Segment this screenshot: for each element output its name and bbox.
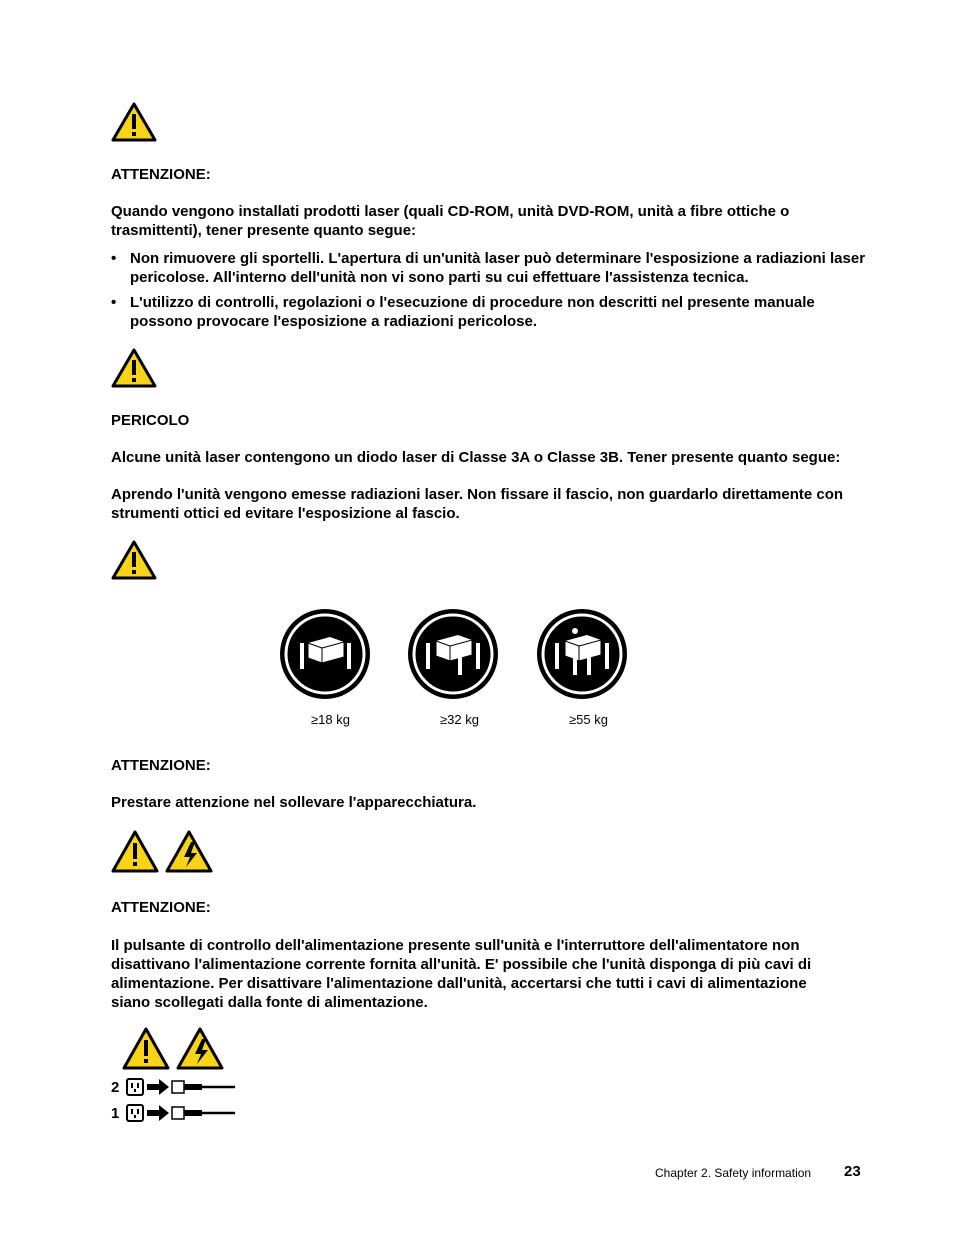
power-heading: ATTENZIONE:: [111, 899, 211, 916]
electrical-hazard-icon: [167, 832, 211, 871]
laser-bullet: [111, 249, 871, 287]
cord-number: 1: [111, 1105, 120, 1122]
warning-triangle-icon: [113, 832, 157, 871]
power-text: Il pulsante di controllo dell'alimentazione presente sull'unità e l'interruttore dell'alimentatore non disattivano l'alimentazione corrente fornita all'unità. E' possibile che l'unità disponga di più cavi di alimentazione. Per disattivare l'alimentazione dall'unità, accertarsi che tutti i cavi di alimentazione siano scollegati dalla fonte di alimentazione.: [111, 937, 812, 1011]
page-number: 23: [844, 1163, 861, 1180]
lifting-heading: ATTENZIONE:: [111, 757, 211, 774]
laser-caution-heading: ATTENZIONE:: [111, 166, 211, 183]
laser-danger-para: Alcune unità laser contengono un diodo laser di Classe 3A o Classe 3B. Tener presente quanto segue:: [111, 449, 841, 466]
bullet-dot: •: [111, 294, 117, 311]
electrical-hazard-icon: [178, 1029, 222, 1068]
three-person-lift-icon: [406, 607, 500, 701]
laser-bullet-text: L'utilizzo di controlli, regolazioni o l'esecuzione di procedure non descritti nel presente manuale possono provocare l'esposizione a radiazioni pericolose.: [130, 294, 815, 330]
laser-bullet-text: Non rimuovere gli sportelli. L'apertura di un'unità laser può determinare l'esposizione a radiazioni laser pericolose. All'interno dell'unità non vi sono parti su cui effettuare l'assistenza tecnica.: [130, 250, 866, 286]
four-person-lift-icon: [535, 607, 629, 701]
weight-label: ≥55 kg: [569, 712, 608, 727]
warning-triangle-icon: [111, 101, 157, 143]
warning-triangle-icon: [111, 347, 157, 389]
laser-danger-para: Aprendo l'unità vengono emesse radiazioni laser. Non fissare il fascio, non guardarlo direttamente con strumenti ottici ed evitare l'esposizione al fascio.: [111, 486, 844, 522]
lifting-text: Prestare attenzione nel sollevare l'apparecchiatura.: [111, 794, 477, 811]
power-cord-icon: [125, 1102, 237, 1124]
weight-label: ≥32 kg: [440, 712, 479, 727]
two-person-lift-icon: [278, 607, 372, 701]
footer-chapter: Chapter 2. Safety information: [655, 1166, 812, 1180]
warning-triangle-icon: [111, 539, 157, 581]
power-cord-icon: [125, 1076, 237, 1098]
warning-electrical-icons: [111, 829, 215, 875]
laser-caution-intro: Quando vengono installati prodotti laser (quali CD-ROM, unità DVD-ROM, unità a fibre ottiche o trasmittenti), tener presente quanto segue:: [111, 203, 790, 239]
laser-danger-heading: PERICOLO: [111, 412, 190, 429]
warning-electrical-icons: [122, 1026, 226, 1072]
laser-bullet: [111, 293, 871, 331]
bullet-dot: •: [111, 250, 117, 267]
cord-number: 2: [111, 1079, 120, 1096]
weight-label: ≥18 kg: [311, 712, 350, 727]
warning-triangle-icon: [124, 1029, 168, 1068]
